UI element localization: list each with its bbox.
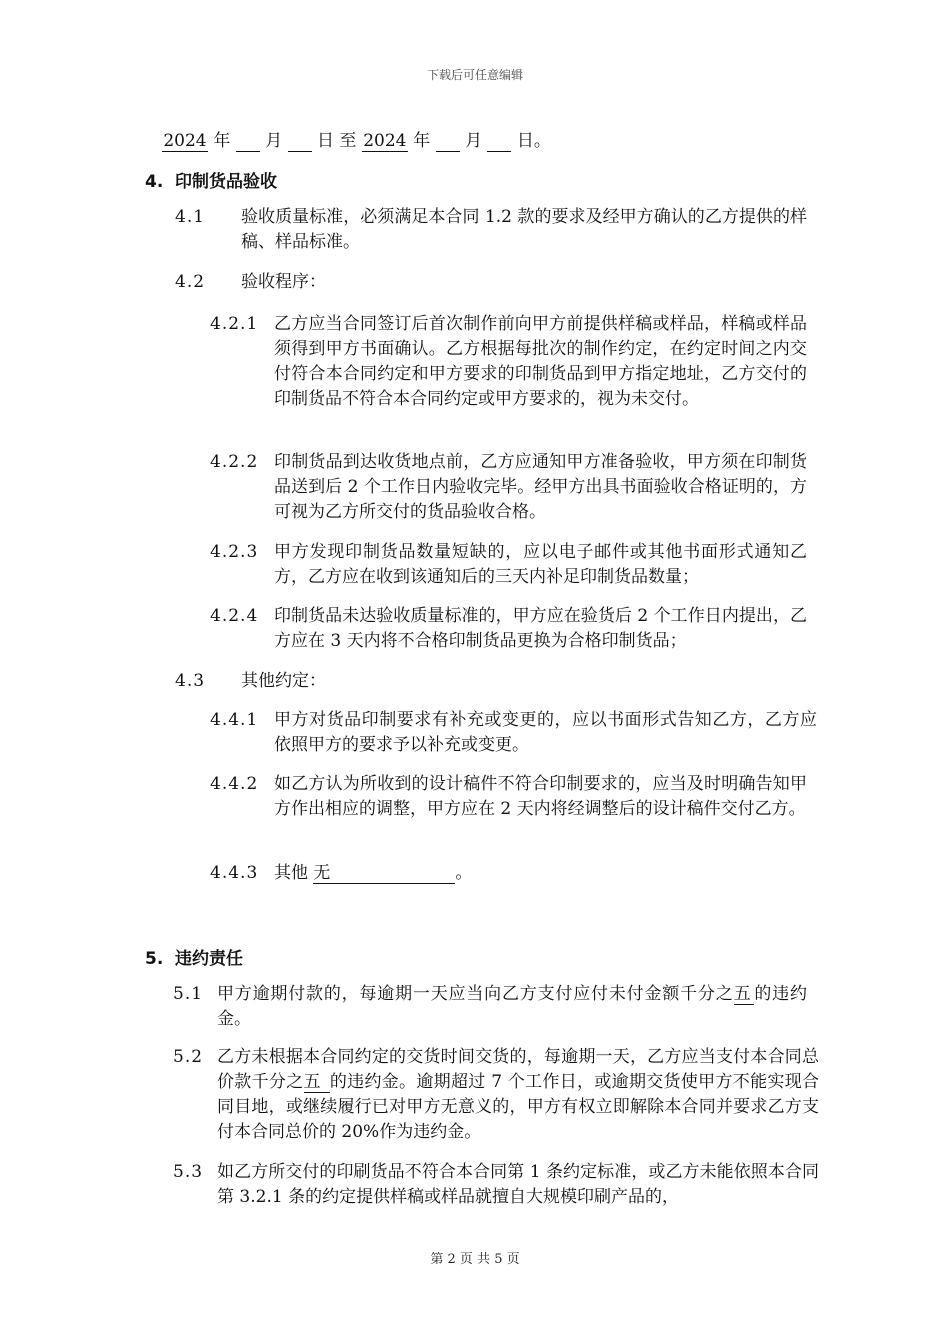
clause-4-2-1: 4.2.1 乙方应当合同签订后首次制作前向甲方前提供样稿或样品，样稿或样品须得到甲方书面确认。乙方根据每批次的制作约定，在约定时间之内交付符合本合同约定和甲方要求的印制货品到甲方指定地址，乙方交付的印制货品不符合本合同约定或甲方要求的，视为未交付。 bbox=[210, 314, 807, 409]
start-month-blank bbox=[236, 133, 260, 152]
other-terms-value: 无 bbox=[313, 865, 455, 884]
page-footer: 第 2 页 共 5 页 bbox=[430, 1252, 520, 1267]
clause-4-1: 4.1 验收质量标准，必须满足本合同 1.2 款的要求及经甲方确认的乙方提供的样稿、样品标准。 bbox=[175, 207, 807, 252]
clause-4-4-2: 4.4.2 如乙方认为所收到的设计稿件不符合印制要求的，应当及时明确告知甲方作出相应的调整，甲方应在 2 天内将经调整后的设计稿件交付乙方。 bbox=[210, 774, 807, 819]
page-header: 下载后可任意编辑 bbox=[426, 68, 523, 82]
clause-4-2-3: 4.2.3 甲方发现印制货品数量短缺的，应以电子邮件或其他书面形式通知乙方，乙方应在收到该通知后的三天内补足印制货品数量； bbox=[210, 542, 807, 587]
section-4-heading: 4. 印制货品验收 bbox=[145, 172, 277, 192]
clause-4-2-4: 4.2.4 印制货品未达验收质量标准的，甲方应在验货后 2 个工作日内提出，乙方应在 3 天内将不合格印制货品更换为合格印制货品； bbox=[210, 606, 807, 651]
end-month-blank bbox=[436, 133, 460, 152]
clause-4-2-2: 4.2.2 印制货品到达收货地点前，乙方应通知甲方准备验收，甲方须在印制货品送到后 2 个工作日内验收完毕。经甲方出具书面验收合格证明的，方可视为乙方所交付的货品验收合格。 bbox=[210, 452, 807, 522]
clause-4-4-3: 4.4.3 其他 无 。 bbox=[210, 863, 473, 883]
start-year: 2024 bbox=[163, 131, 207, 151]
clause-5-2: 5.2 乙方未根据本合同约定的交货时间交货的，每逾期一天，乙方应当支付本合同总价款千分之五 的违约金。逾期超过 7 个工作日，或逾期交货使甲方不能实现合同目地，或继续履行已对甲方无意义的，甲方有权立即解除本合同并要求乙方支付本合同总价的 20%作为违约金。 bbox=[173, 1047, 820, 1142]
clause-5-1: 5.1 甲方逾期付款的，每逾期一天应当向乙方支付应付未付金额千分之五 的违约金。 bbox=[173, 984, 807, 1029]
clause-5-3: 5.3 如乙方所交付的印刷货品不符合本合同第 1 条约定标准，或乙方未能依照本合同第 3.2.1 条的约定提供样稿或样品就擅自大规模印刷产品的， bbox=[173, 1162, 819, 1207]
clause-4-4-1: 4.4.1 甲方对货品印制要求有补充或变更的，应以书面形式告知乙方，乙方应依照甲方的要求予以补充或变更。 bbox=[210, 710, 817, 755]
section-5-heading: 5. 违约责任 bbox=[145, 949, 243, 969]
clause-4-3: 4.3 其他约定： bbox=[175, 671, 326, 691]
date-range-line: 2024 年 月 日 至 2024 年 月 日。 bbox=[163, 131, 551, 151]
late-payment-rate: 五 bbox=[734, 986, 754, 1005]
end-year: 2024 bbox=[363, 131, 407, 151]
start-day-blank bbox=[288, 133, 312, 152]
clause-4-2: 4.2 验收程序： bbox=[175, 272, 326, 292]
end-day-blank bbox=[487, 133, 511, 152]
late-delivery-rate: 五 bbox=[304, 1074, 330, 1093]
